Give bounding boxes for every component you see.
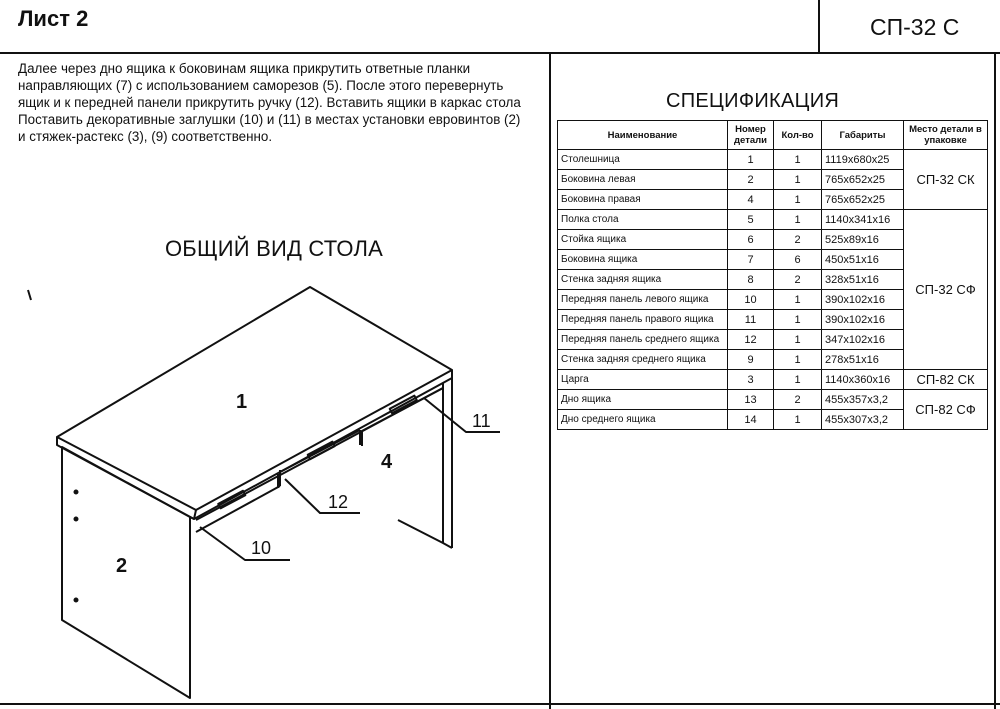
cell-name: Стойка ящика xyxy=(558,230,728,250)
cell-number: 3 xyxy=(728,370,774,390)
header-package: Место детали в упаковке xyxy=(904,121,988,150)
cell-quantity: 1 xyxy=(774,290,822,310)
general-view-title: ОБЩИЙ ВИД СТОЛА xyxy=(165,236,383,261)
cell-number: 2 xyxy=(728,170,774,190)
cell-quantity: 6 xyxy=(774,250,822,270)
header-code-separator xyxy=(818,0,820,53)
cell-number: 10 xyxy=(728,290,774,310)
cell-dimensions: 455x307x3,2 xyxy=(822,410,904,430)
cell-dimensions: 328x51x16 xyxy=(822,270,904,290)
cell-quantity: 1 xyxy=(774,170,822,190)
specification-table xyxy=(557,120,988,430)
cell-name: Передняя панель правого ящика xyxy=(558,310,728,330)
cell-dimensions: 1140x360x16 xyxy=(822,370,904,390)
cell-number: 14 xyxy=(728,410,774,430)
cell-number: 1 xyxy=(728,150,774,170)
cell-dimensions: 390x102x16 xyxy=(822,290,904,310)
cell-package: СП-32 СК xyxy=(904,150,988,210)
cell-name: Полка стола xyxy=(558,210,728,230)
cell-quantity: 1 xyxy=(774,150,822,170)
cell-dimensions: 455x357x3,2 xyxy=(822,390,904,410)
header-quantity: Кол-во xyxy=(774,121,822,150)
cell-number: 7 xyxy=(728,250,774,270)
cell-name: Боковина правая xyxy=(558,190,728,210)
cell-number: 6 xyxy=(728,230,774,250)
header-dimensions: Габариты xyxy=(822,121,904,150)
cell-quantity: 1 xyxy=(774,350,822,370)
cell-package: СП-82 СК xyxy=(904,370,988,390)
table-row xyxy=(558,390,988,410)
tabletop-front-edge xyxy=(57,437,196,519)
cell-quantity: 1 xyxy=(774,410,822,430)
cell-name: Столешница xyxy=(558,150,728,170)
cell-quantity: 2 xyxy=(774,390,822,410)
cell-name: Дно ящика xyxy=(558,390,728,410)
table-row xyxy=(558,210,988,230)
cell-name: Стенка задняя ящика xyxy=(558,270,728,290)
cell-quantity: 2 xyxy=(774,230,822,250)
cell-quantity: 1 xyxy=(774,190,822,210)
cell-name: Стенка задняя среднего ящика xyxy=(558,350,728,370)
cell-quantity: 1 xyxy=(774,210,822,230)
cell-dimensions: 765x652x25 xyxy=(822,190,904,210)
cell-name: Царга xyxy=(558,370,728,390)
assembly-instructions: Далее через дно ящика к боковинам ящика прикрутить ответные планки направляющих (7) с использованием саморезов (5). После этого перевернуть ящик и к передней панели прикрутить ручку (12). Вставить ящики в каркас стола Поставить декоративные заглушки (10) и (11) в местах установки евровинтов (2) и стяжек-растекс (3), (9) соответственно. xyxy=(18,61,521,144)
cell-quantity: 2 xyxy=(774,270,822,290)
leader-10 xyxy=(200,527,290,560)
cell-name: Передняя панель левого ящика xyxy=(558,290,728,310)
cell-name: Боковина левая xyxy=(558,170,728,190)
cell-dimensions: 525x89x16 xyxy=(822,230,904,250)
cell-quantity: 1 xyxy=(774,330,822,350)
cell-number: 12 xyxy=(728,330,774,350)
callout-4: 4 xyxy=(381,451,393,473)
cell-dimensions: 390x102x16 xyxy=(822,310,904,330)
cell-name: Передняя панель среднего ящика xyxy=(558,330,728,350)
cell-quantity: 1 xyxy=(774,310,822,330)
cell-number: 5 xyxy=(728,210,774,230)
leader-12 xyxy=(285,479,360,513)
specification-title: СПЕЦИФИКАЦИЯ xyxy=(666,90,840,112)
callout-2: 2 xyxy=(116,555,128,577)
cell-dimensions: 1140x341x16 xyxy=(822,210,904,230)
right-border-line xyxy=(994,53,996,709)
header-name: Наименование xyxy=(558,121,728,150)
cell-dimensions: 278x51x16 xyxy=(822,350,904,370)
cell-number: 9 xyxy=(728,350,774,370)
cell-number: 13 xyxy=(728,390,774,410)
cell-dimensions: 450x51x16 xyxy=(822,250,904,270)
cell-quantity: 1 xyxy=(774,370,822,390)
cell-name: Боковина ящика xyxy=(558,250,728,270)
callout-1: 1 xyxy=(236,391,248,413)
cell-name: Дно среднего ящика xyxy=(558,410,728,430)
cell-package: СП-32 СФ xyxy=(904,210,988,370)
product-code: СП-32 С xyxy=(870,14,960,40)
callout-12: 12 xyxy=(328,492,349,512)
cell-dimensions: 1119x680x25 xyxy=(822,150,904,170)
cell-dimensions: 765x652x25 xyxy=(822,170,904,190)
table-row xyxy=(558,370,988,390)
table-header-row xyxy=(558,121,988,150)
callout-10: 10 xyxy=(251,538,272,558)
cell-package: СП-82 СФ xyxy=(904,390,988,430)
table-row xyxy=(558,150,988,170)
callout-11: 11 xyxy=(472,411,491,431)
header-number: Номер детали xyxy=(728,121,774,150)
cell-dimensions: 347x102x16 xyxy=(822,330,904,350)
sheet-title: Лист 2 xyxy=(18,6,89,31)
cell-number: 11 xyxy=(728,310,774,330)
cell-number: 8 xyxy=(728,270,774,290)
cell-number: 4 xyxy=(728,190,774,210)
